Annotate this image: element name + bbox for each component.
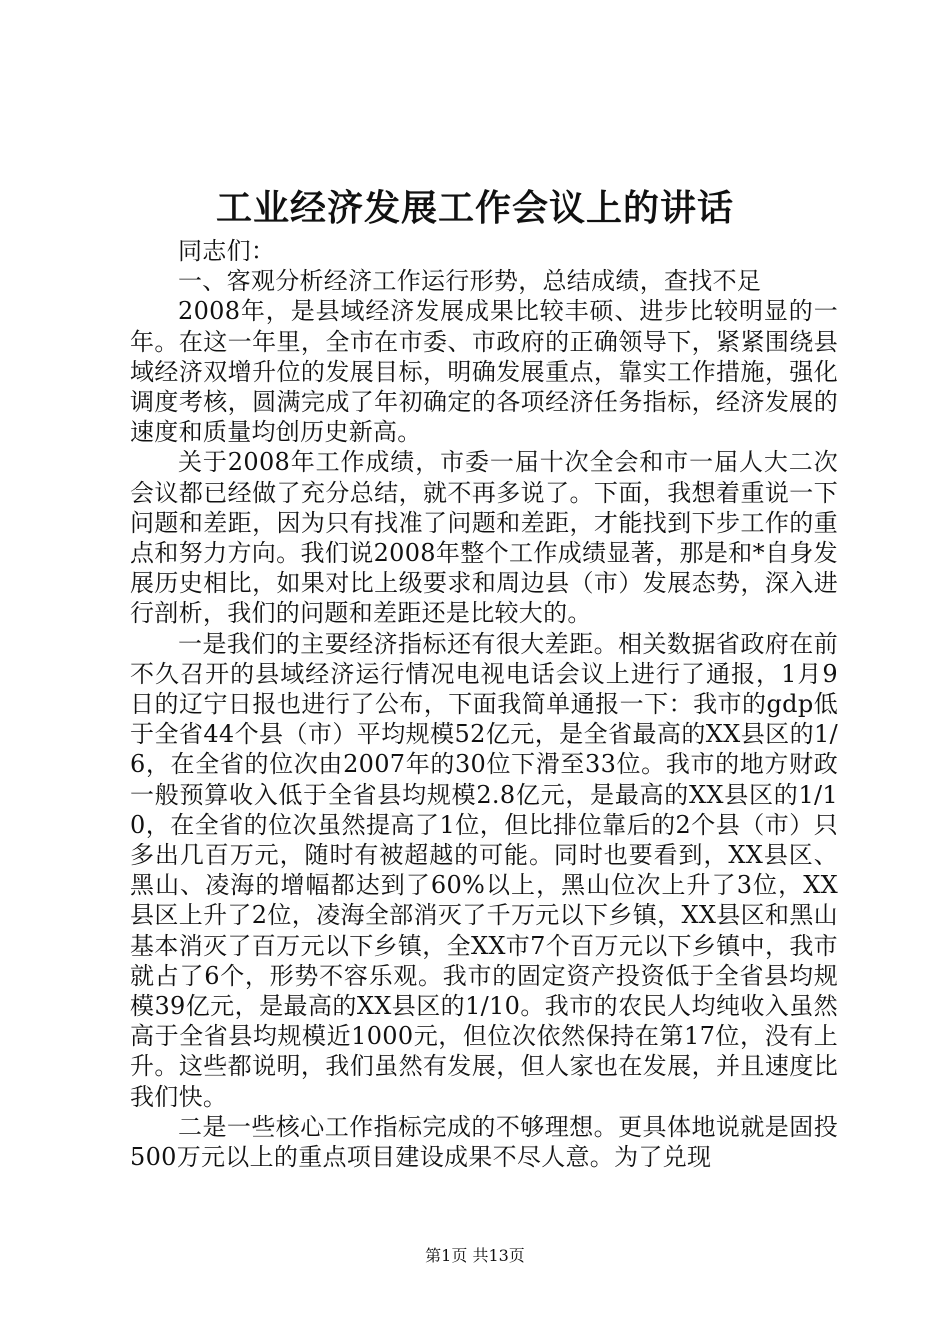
- body-paragraph: 二是一些核心工作指标完成的不够理想。更具体地说就是固投500万元以上的重点项目建设成果不尽人意。为了兑现: [130, 1112, 838, 1172]
- body-paragraph: 2008年，是县域经济发展成果比较丰硕、进步比较明显的一年。在这一年里，全市在市委、市政府的正确领导下，紧紧围绕县域经济双增升位的发展目标，明确发展重点，靠实工作措施，强化调度考核，圆满完成了年初确定的各项经济任务指标，经济发展的速度和质量均创历史新高。: [130, 297, 838, 447]
- body-paragraph: 关于2008年工作成绩，市委一届十次全会和市一届人大二次会议都已经做了充分总结，就不再多说了。下面，我想着重说一下问题和差距，因为只有找准了问题和差距，才能找到下步工作的重点和努力方向。我们说2008年整个工作成绩显著，那是和*自身发展历史相比，如果对比上级要求和周边县（市）发展态势，深入进行剖析，我们的问题和差距还是比较大的。: [130, 448, 838, 628]
- salutation: 同志们：: [178, 237, 276, 265]
- document-body: [130, 236, 838, 1172]
- section-heading: 一、客观分析经济工作运行形势，总结成绩，查找不足: [178, 267, 762, 296]
- page-number: 第1页 共13页: [425, 1246, 525, 1265]
- body-paragraph: 一是我们的主要经济指标还有很大差距。相关数据省政府在前不久召开的县域经济运行情况电视电话会议上进行了通报，1月9日的辽宁日报也进行了公布，下面我简单通报一下：我市的gdp低于全省44个县（市）平均规模52亿元，是全省最高的XX县区的1/6，在全省的位次由2007年的30位下滑至33位。我市的地方财政一般预算收入低于全省县均规模2.8亿元，是最高的XX县区的1/10，在全省的位次虽然提高了1位，但比排位靠后的2个县（市）只多出几百万元，随时有被超越的可能。同时也要看到，XX县区、黑山、凌海的增幅都达到了60%以上，黑山位次上升了3位，XX县区上升了2位，凌海全部消灭了千万元以下乡镇，XX县区和黑山基本消灭了百万元以下乡镇，全XX市7个百万元以下乡镇中，我市就占了6个，形势不容乐观。我市的固定资产投资低于全省县均规模39亿元，是最高的XX县区的1/10。我市的农民人均纯收入虽然高于全省县均规模近1000元，但位次依然保持在第17位，没有上升。这些都说明，我们虽然有发展，但人家也在发展，并且速度比我们快。: [130, 629, 838, 1111]
- document-title: 工业经济发展工作会议上的讲话: [215, 187, 734, 229]
